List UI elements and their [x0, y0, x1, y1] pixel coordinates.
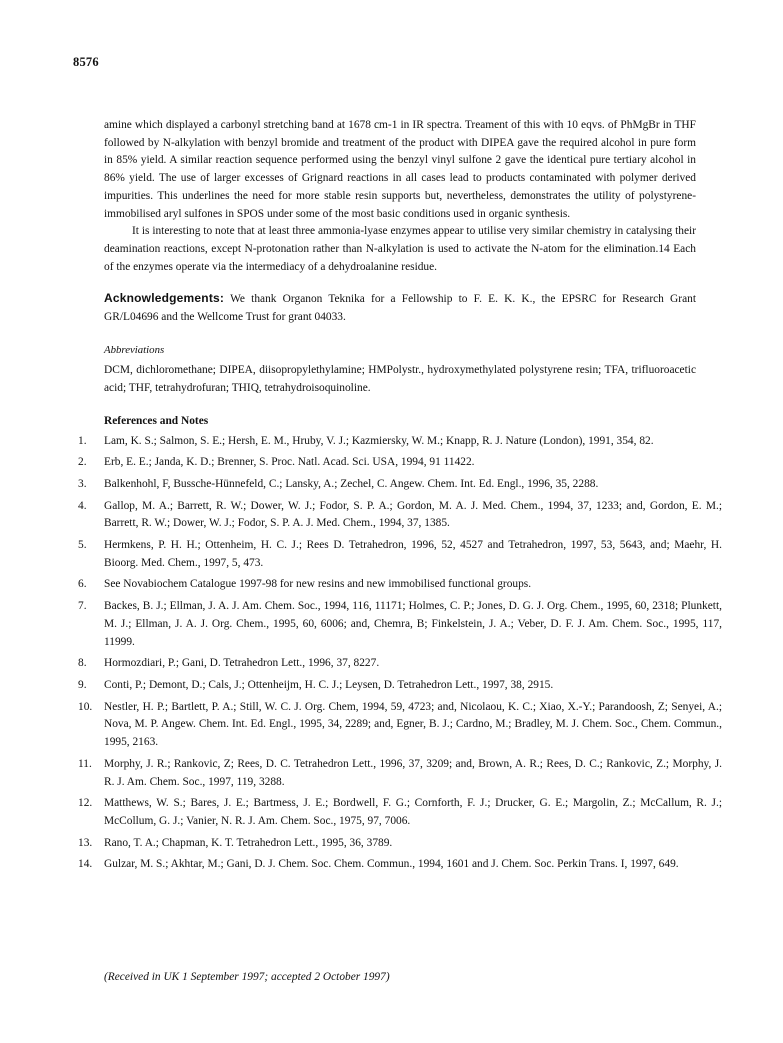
reference-number: 12.: [78, 797, 93, 810]
reference-number: 2.: [78, 456, 87, 469]
references-heading: References and Notes: [104, 414, 209, 427]
reference-text: Backes, B. J.; Ellman, J. A. J. Am. Chem. Soc., 1994, 116, 11171; Holmes, C. P.; Jones, D. G. J. Org. Chem., 1995, 60, 2318; Plunkett, M. J.; Ellman, J. A. J. Org. Chem., 1995, 60, 6006; and, Chemra, B; Finkelstein, J. A.; Veber, D. F. J. Am. Chem. Soc., 1995, 117, 11999.: [104, 600, 722, 648]
reference-number: 5.: [78, 539, 87, 552]
reference-item: [78, 537, 722, 572]
body-paragraph: amine which displayed a carbonyl stretching band at 1678 cm-1 in IR spectra. Treament of this with 10 eqvs. of PhMgBr in THF followed by N-alkylation with benzyl bromide and treatment of the product with DIPEA gave the required alcohol in pure form in 85% yield. A similar reaction sequence performed using the benzyl vinyl sulfone 2 gave the identical pure tertiary alcohol in 86% yield. The use of larger excesses of Grignard reactions in all cases lead to products contaminated with polymer derived impurities. This underlines the need for more stable resin supports but, nevertheless, demonstrates the utility of polystyrene-immobilised aryl sulfones in SPOS under some of the most basic conditions used in organic synthesis.: [104, 119, 696, 220]
abbreviations-text: DCM, dichloromethane; DIPEA, diisopropylethylamine; HMPolystr., hydroxymethylated polystyrene resin; TFA, trifluoroacetic acid; THF, tetrahydrofuran; THIQ, tetrahydroisoquinoline.: [104, 364, 696, 395]
references-list: [78, 433, 722, 874]
reference-text: See Novabiochem Catalogue 1997-98 for new resins and new immobilised functional groups.: [104, 578, 532, 591]
reference-text: Morphy, J. R.; Rankovic, Z; Rees, D. C. Tetrahedron Lett., 1996, 37, 3209; and, Brown, A. R.; Rees, D. C.; Rankovic, Z.; Morphy, J. R. J. Am. Chem. Soc., 1997, 119, 3288.: [104, 757, 722, 788]
reference-number: 10.: [78, 700, 93, 713]
reference-text: Hermkens, P. H. H.; Ottenheim, H. C. J.; Rees D. Tetrahedron, 1996, 52, 4527 and Tetrahedron, 1997, 53, 5643, and; Maehr, H. Bioorg. Med. Chem., 1997, 5, 473.: [104, 539, 722, 569]
reference-text: Matthews, W. S.; Bares, J. E.; Bartmess, J. E.; Bordwell, F. G.; Cornforth, F. J.; Drucker, G. E.; Margolin, Z.; McCallum, R. J.; McCollum, G. J.; Vanier, N. R. J. Am. Chem. Soc., 1975, 97, 7006.: [104, 797, 722, 827]
reference-number: 11.: [78, 757, 92, 770]
reference-number: 3.: [78, 477, 87, 490]
reference-text: Balkenhohl, F, Bussche-Hünnefeld, C.; Lansky, A.; Zechel, C. Angew. Chem. Int. Ed. Engl., 1996, 35, 2288.: [104, 477, 599, 490]
reference-text: Nestler, H. P.; Bartlett, P. A.; Still, W. C. J. Org. Chem, 1994, 59, 4723; and, Nicolaou, K. C.; Xiao, X.-Y.; Parandoosh, Z; Senyei, A.; Nova, M. P. Angew. Chem. Int. Ed. Engl., 1995, 34, 2289; and, Egner, B. J.; Cardno, M.; Bradley, M. J. Chem. Soc., Chem. Commun., 1995, 2163.: [104, 700, 722, 749]
reference-item: [78, 699, 722, 752]
reference-text: Rano, T. A.; Chapman, K. T. Tetrahedron Lett., 1995, 36, 3789.: [104, 836, 393, 849]
reference-item: [78, 598, 722, 651]
reference-item: [78, 677, 722, 695]
reference-text: Lam, K. S.; Salmon, S. E.; Hersh, E. M., Hruby, V. J.; Kazmiersky, W. M.; Knapp, R. J. Nature (London), 1991, 354, 82.: [104, 434, 654, 447]
reference-item: [78, 476, 722, 494]
reference-text: Conti, P.; Demont, D.; Cals, J.; Ottenheijm, H. C. J.; Leysen, D. Tetrahedron Lett., 1997, 38, 2915.: [104, 678, 554, 691]
reference-item: [78, 655, 722, 673]
reference-item: [78, 835, 722, 853]
reference-item: [78, 433, 722, 451]
reference-text: Gallop, M. A.; Barrett, R. W.; Dower, W. J.; Fodor, S. P. A.; Gordon, M. A. J. Med. Chem., 1994, 37, 1233; and, Gordon, E. M.; Barrett, R. W.; Dower, W. J.; Fodor, S. P. A. J. Med. Chem., 1994, 37, 1385.: [104, 499, 722, 530]
acknowledgements: [104, 290, 696, 326]
reference-text: Hormozdiari, P.; Gani, D. Tetrahedron Lett., 1996, 37, 8227.: [104, 657, 380, 670]
reference-number: 7.: [78, 600, 87, 613]
reference-item: [78, 576, 722, 594]
body-paragraph: It is interesting to note that at least three ammonia-lyase enzymes appear to utilise very similar chemistry in catalysing their deamination reactions, except N-protonation rather than N-alkylation is used to activate the N-atom for the elimination.14 Each of the enzymes operate via the intermediacy of a dehydroalanine residue.: [104, 225, 696, 273]
acknowledgements-heading: Acknowledgements:: [104, 291, 225, 306]
reference-item: [78, 795, 722, 830]
reference-number: 13.: [78, 836, 93, 849]
reference-text: Erb, E. E.; Janda, K. D.; Brenner, S. Proc. Natl. Acad. Sci. USA, 1994, 91 11422.: [104, 456, 475, 469]
reference-number: 6.: [78, 578, 87, 591]
reference-number: 1.: [78, 434, 87, 447]
reference-item: [78, 454, 722, 472]
reference-number: 4.: [78, 499, 87, 512]
reference-number: 9.: [78, 678, 87, 691]
reference-item: [78, 498, 722, 533]
reference-item: [78, 756, 722, 791]
reference-text: Gulzar, M. S.; Akhtar, M.; Gani, D. J. Chem. Soc. Chem. Commun., 1994, 1601 and J. Chem. Soc. Perkin Trans. I, 1997, 649.: [104, 858, 679, 871]
page-content: [78, 117, 722, 878]
reference-number: 14.: [78, 858, 93, 871]
acknowledgements-text: We thank Organon Teknika for a Fellowship to F. E. K. K., the EPSRC for Research Grant GR/L04696 and the Wellcome Trust for grant 04033.: [104, 293, 696, 324]
reference-item: [78, 856, 722, 874]
abbreviations-heading: Abbreviations: [104, 343, 165, 356]
page-number: 8576: [73, 55, 99, 69]
received-dates: (Received in UK 1 September 1997; accepted 2 October 1997): [104, 971, 390, 983]
reference-number: 8.: [78, 657, 87, 670]
